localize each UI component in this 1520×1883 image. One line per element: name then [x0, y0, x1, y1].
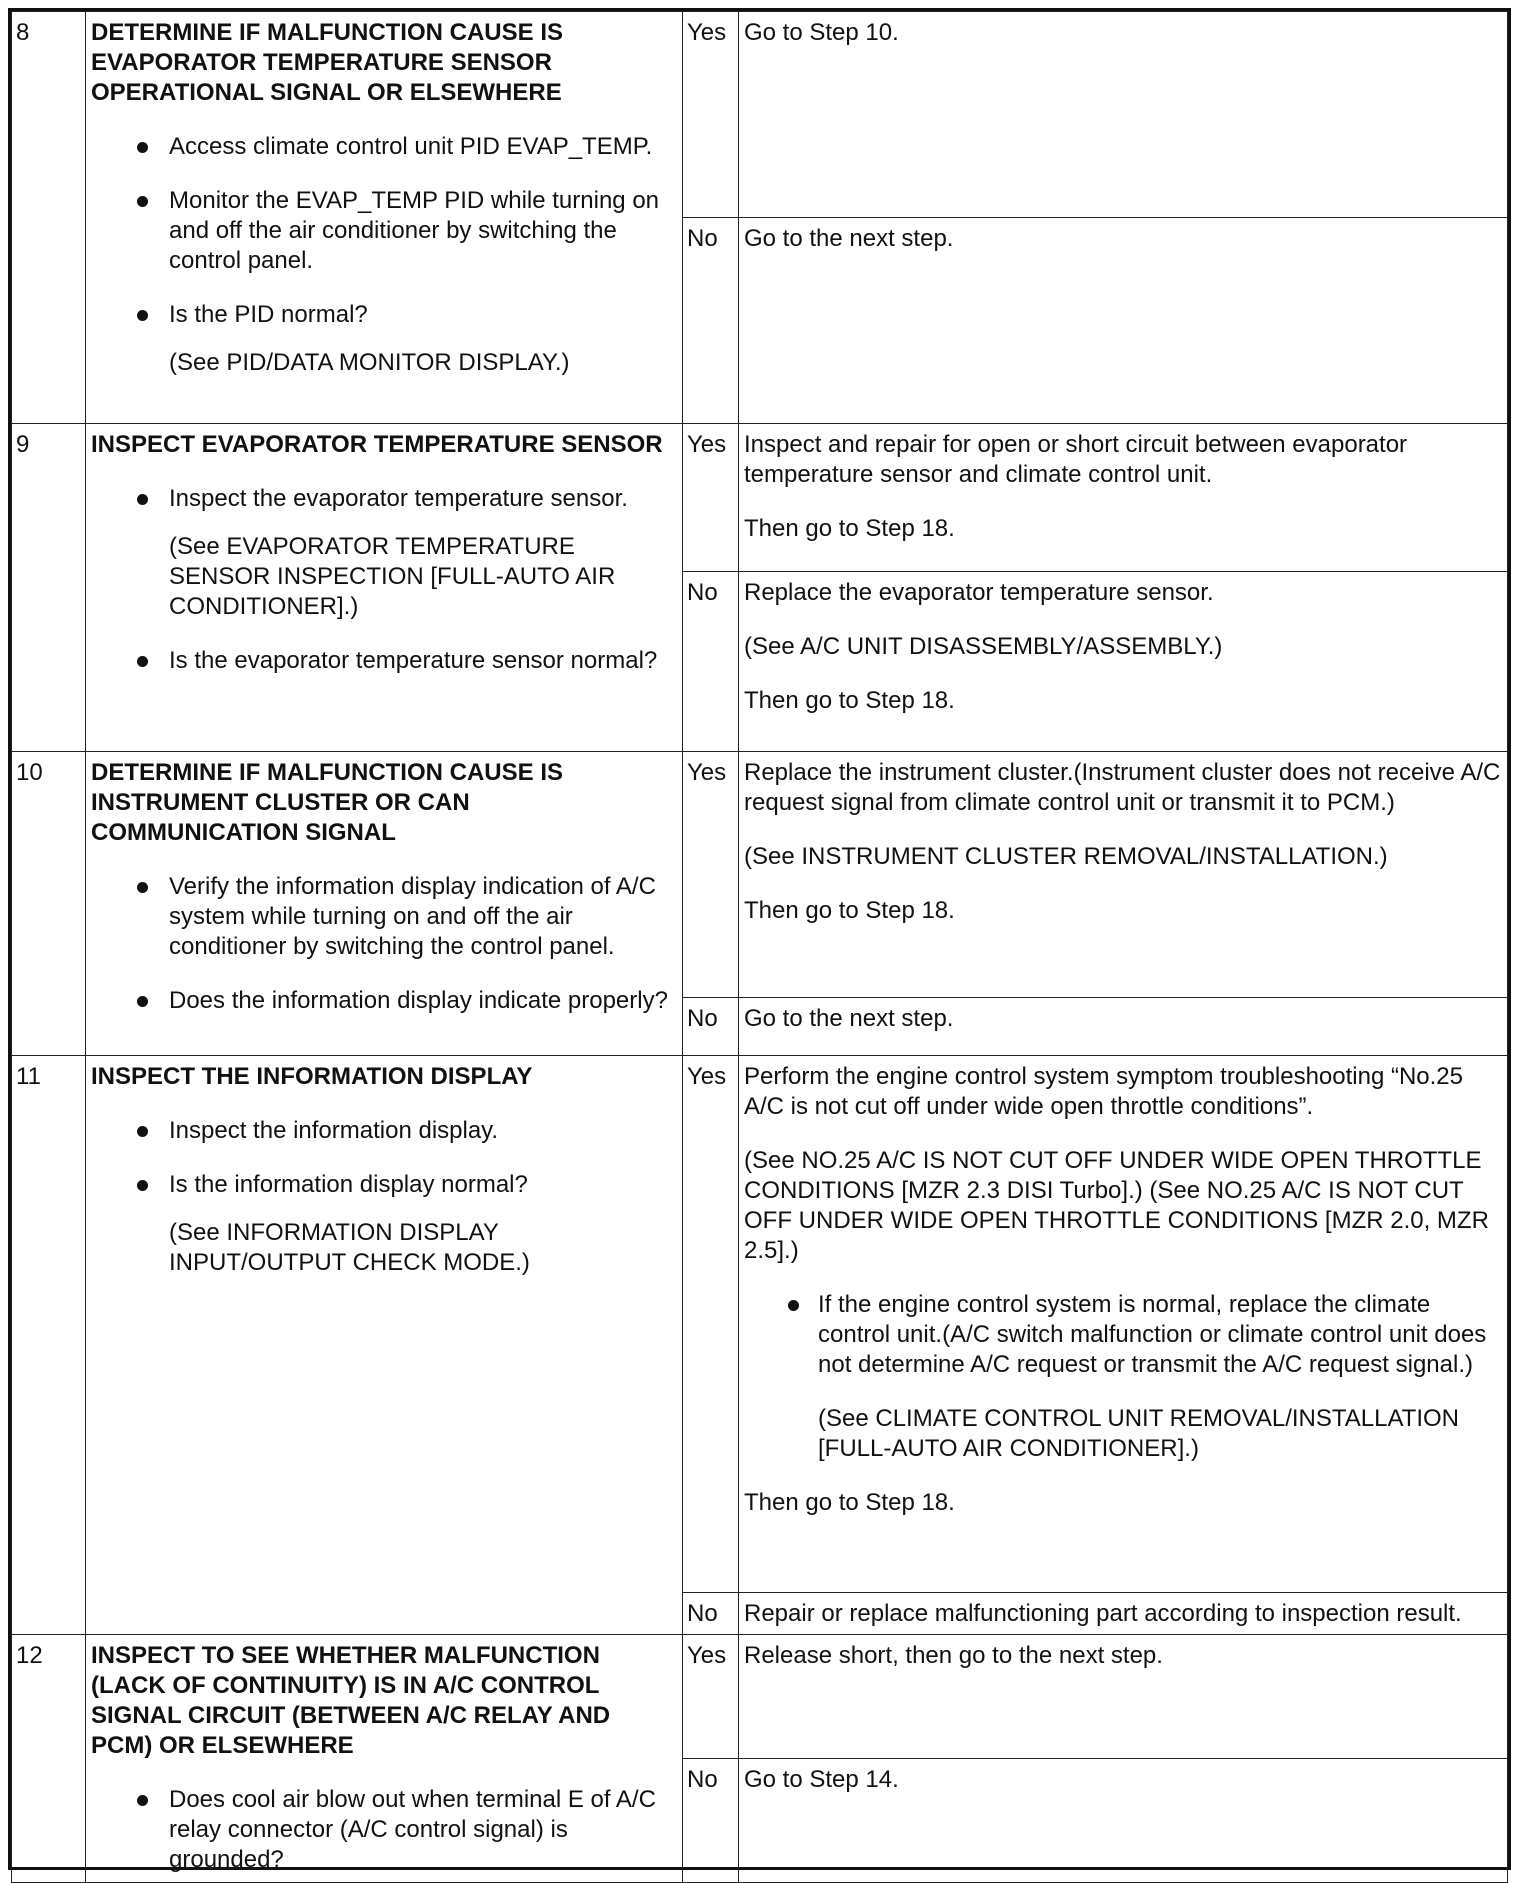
step-number: 9	[12, 424, 86, 752]
table-row	[12, 1056, 1508, 1593]
step-number: 8	[12, 12, 86, 424]
result-yes-text	[739, 1056, 1508, 1593]
result-text: Go to the next step.	[744, 1005, 954, 1032]
result-text: Inspect and repair for open or short circuit between evaporator temperature sensor and climate control unit.	[744, 431, 1408, 488]
result-note: (See NO.25 A/C IS NOT CUT OFF UNDER WIDE OPEN THROTTLE CONDITIONS [MZR 2.3 DISI Turbo].) (See NO.25 A/C IS NOT CUT OFF UNDER WIDE OPEN THROTTLE CONDITIONS [MZR 2.0, MZR 2.5].)	[744, 1147, 1489, 1264]
result-text: Go to Step 10.	[744, 19, 899, 46]
result-note: (See INSTRUMENT CLUSTER REMOVAL/INSTALLATION.)	[744, 843, 1388, 870]
result-text: Perform the engine control system symptom troubleshooting “No.25 A/C is not cut off under wide open throttle conditions”.	[744, 1063, 1464, 1120]
result-text: Release short, then go to the next step.	[744, 1642, 1163, 1669]
result-yes-text	[739, 424, 1508, 572]
result-text: Replace the evaporator temperature sensor.	[744, 579, 1214, 606]
result-no-text	[739, 1593, 1508, 1635]
result-text: Repair or replace malfunctioning part according to inspection result.	[744, 1600, 1462, 1627]
list-item: Is the PID normal?	[91, 300, 676, 330]
step-action	[86, 1056, 683, 1635]
bullet-list	[91, 872, 676, 1016]
table-row	[12, 424, 1508, 572]
table-row	[12, 12, 1508, 218]
result-yes-label: Yes	[683, 12, 739, 218]
list-item: Is the information display normal?	[91, 1170, 676, 1200]
list-item: Verify the information display indication of A/C system while turning on and off the air conditioner by switching the control panel.	[91, 872, 676, 962]
result-note: (See A/C UNIT DISASSEMBLY/ASSEMBLY.)	[744, 633, 1223, 660]
step-action	[86, 424, 683, 752]
bullet-list	[744, 1290, 1501, 1380]
bullet-list	[91, 646, 676, 676]
reference-note: (See EVAPORATOR TEMPERATURE SENSOR INSPECTION [FULL-AUTO AIR CONDITIONER].)	[169, 533, 616, 620]
bullet-list	[91, 1785, 676, 1875]
result-yes-text	[739, 1635, 1508, 1759]
result-yes-label: Yes	[683, 1635, 739, 1759]
bullet-list	[91, 1116, 676, 1200]
troubleshooting-table	[11, 11, 1508, 1883]
list-item: Access climate control unit PID EVAP_TEMP.	[91, 132, 676, 162]
step-title: DETERMINE IF MALFUNCTION CAUSE IS EVAPORATOR TEMPERATURE SENSOR OPERATIONAL SIGNAL OR ELSEWHERE	[91, 19, 563, 106]
result-no-label: No	[683, 1759, 739, 1883]
list-item: If the engine control system is normal, replace the climate control unit.(A/C switch malfunction or climate control unit does not determine A/C request or transmit the A/C request signal.)	[744, 1290, 1501, 1380]
result-yes-label: Yes	[683, 1056, 739, 1593]
step-number: 11	[12, 1056, 86, 1635]
result-no-text	[739, 218, 1508, 424]
list-item: Inspect the information display.	[91, 1116, 676, 1146]
step-title: INSPECT EVAPORATOR TEMPERATURE SENSOR	[91, 431, 663, 458]
result-no-label: No	[683, 1593, 739, 1635]
result-no-text	[739, 1759, 1508, 1883]
table-row	[12, 752, 1508, 998]
table-row	[12, 1635, 1508, 1759]
result-no-text	[739, 998, 1508, 1056]
step-title: INSPECT THE INFORMATION DISPLAY	[91, 1063, 533, 1090]
step-action	[86, 1635, 683, 1883]
troubleshooting-page	[8, 8, 1511, 1873]
bullet-list	[91, 484, 676, 514]
result-text: Go to the next step.	[744, 225, 954, 252]
result-then: Then go to Step 18.	[744, 687, 955, 714]
step-title: DETERMINE IF MALFUNCTION CAUSE IS INSTRUMENT CLUSTER OR CAN COMMUNICATION SIGNAL	[91, 759, 563, 846]
result-then: Then go to Step 18.	[744, 1489, 955, 1516]
list-item: Does cool air blow out when terminal E of A/C relay connector (A/C control signal) is grounded?	[91, 1785, 676, 1875]
list-item: Is the evaporator temperature sensor normal?	[91, 646, 676, 676]
step-action	[86, 12, 683, 424]
bullet-list	[91, 132, 676, 330]
step-number: 10	[12, 752, 86, 1056]
result-yes-text	[739, 752, 1508, 998]
result-yes-text	[739, 12, 1508, 218]
result-no-label: No	[683, 998, 739, 1056]
list-item: Does the information display indicate properly?	[91, 986, 676, 1016]
reference-note: (See INFORMATION DISPLAY INPUT/OUTPUT CHECK MODE.)	[169, 1219, 530, 1276]
reference-note: (See PID/DATA MONITOR DISPLAY.)	[169, 349, 570, 376]
result-then: Then go to Step 18.	[744, 897, 955, 924]
result-yes-label: Yes	[683, 424, 739, 572]
list-item: Inspect the evaporator temperature sensor.	[91, 484, 676, 514]
result-no-label: No	[683, 572, 739, 752]
result-note: (See CLIMATE CONTROL UNIT REMOVAL/INSTALLATION [FULL-AUTO AIR CONDITIONER].)	[818, 1405, 1460, 1462]
list-item: Monitor the EVAP_TEMP PID while turning on and off the air conditioner by switching the control panel.	[91, 186, 676, 276]
result-no-label: No	[683, 218, 739, 424]
result-text: Replace the instrument cluster.(Instrument cluster does not receive A/C request signal from climate control unit or transmit it to PCM.)	[744, 759, 1501, 816]
result-then: Then go to Step 18.	[744, 515, 955, 542]
result-yes-label: Yes	[683, 752, 739, 998]
step-action	[86, 752, 683, 1056]
result-text: Go to Step 14.	[744, 1766, 899, 1793]
result-no-text	[739, 572, 1508, 752]
step-number: 12	[12, 1635, 86, 1883]
step-title: INSPECT TO SEE WHETHER MALFUNCTION (LACK OF CONTINUITY) IS IN A/C CONTROL SIGNAL CIRCUIT (BETWEEN A/C RELAY AND PCM) OR ELSEWHERE	[91, 1642, 611, 1759]
